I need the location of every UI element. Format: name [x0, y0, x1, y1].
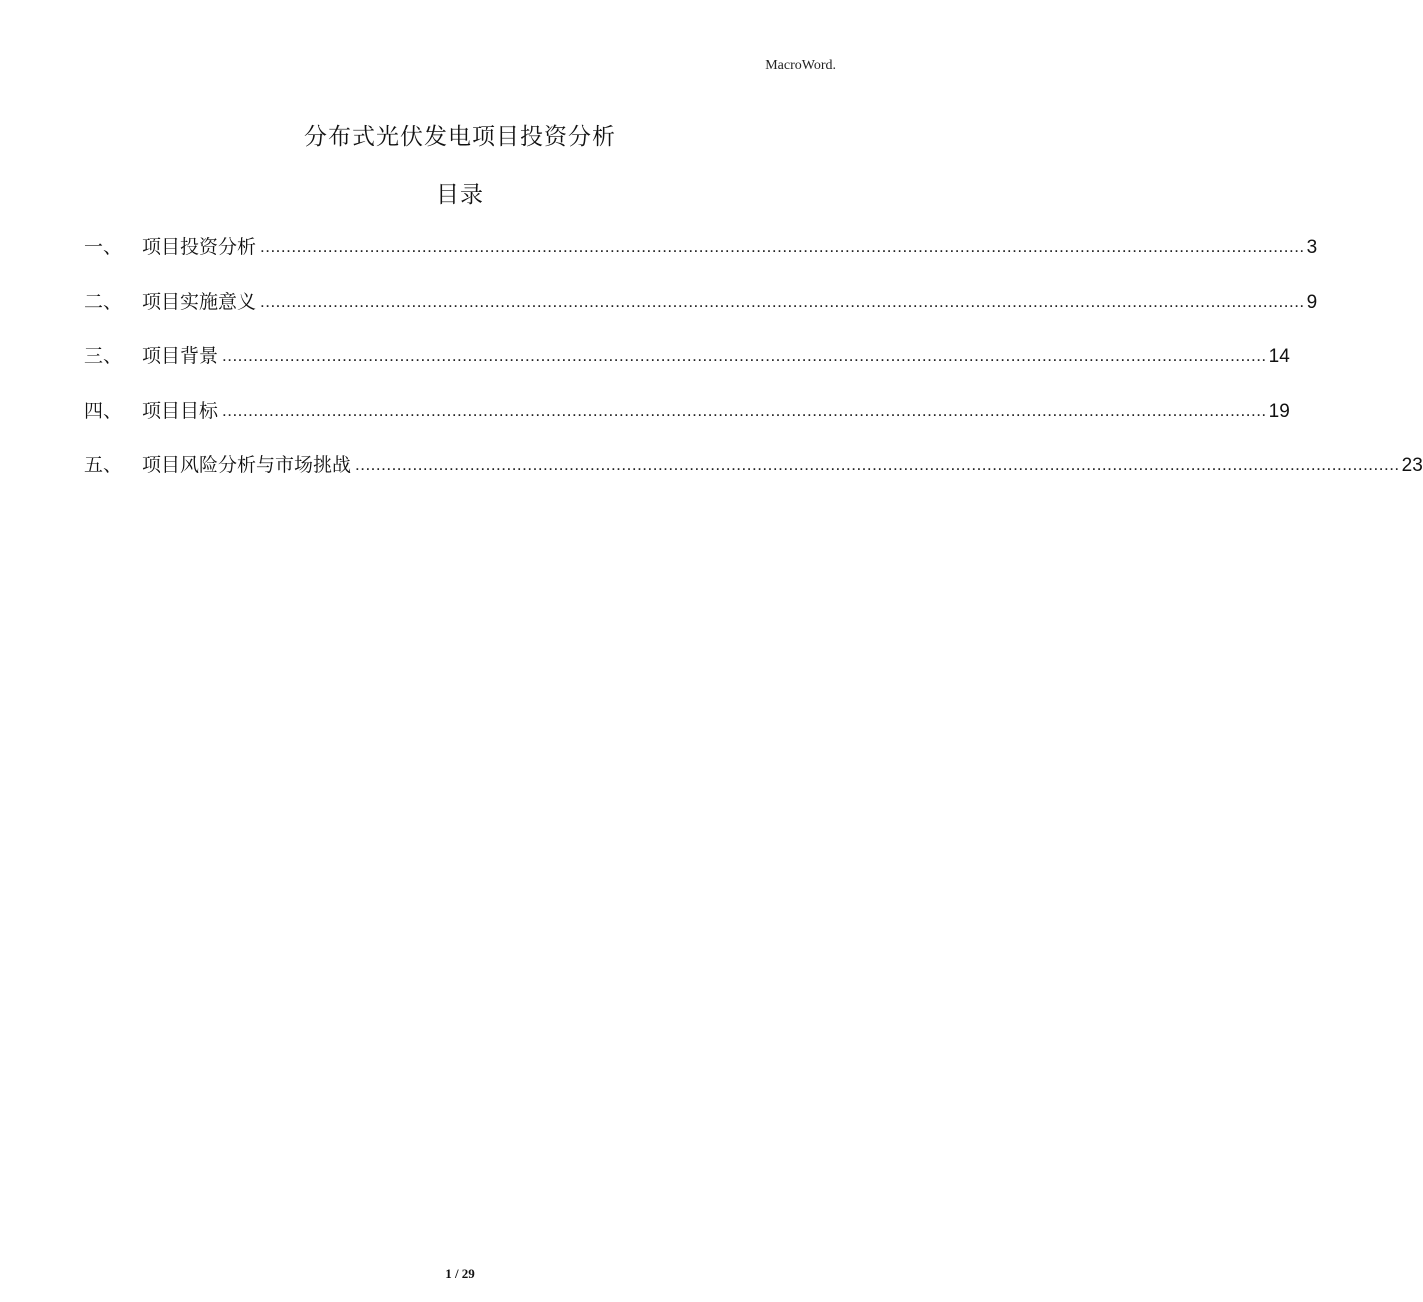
toc-entry-number: 一、	[84, 236, 123, 258]
toc-entry[interactable]	[84, 396, 1290, 451]
toc-entry-label: 项目投资分析	[142, 236, 257, 258]
toc-entry[interactable]	[84, 450, 1423, 505]
toc-dot-leader: ........................................................................................................................................................................................................	[355, 455, 1400, 474]
toc-entry-page: 14	[1268, 346, 1290, 367]
header-brand: MacroWord.	[765, 58, 836, 73]
toc-entry-label: 项目风险分析与市场挑战	[142, 454, 352, 476]
toc-entry-label: 项目目标	[142, 399, 219, 422]
page-number-indicator: 1 / 29	[445, 1266, 475, 1281]
toc-entry[interactable]	[84, 341, 1290, 396]
toc-dot-leader: ........................................................................................................................................................................................................	[222, 400, 1267, 420]
toc-dot-leader: ........................................................................................................................................................................................................	[260, 291, 1305, 311]
toc-entry-label: 项目背景	[142, 345, 219, 367]
toc-entry-page: 23	[1401, 455, 1423, 476]
toc-entry-page: 3	[1306, 237, 1318, 258]
toc-title: 目录	[436, 182, 484, 208]
toc-entry-number: 四、	[84, 399, 123, 422]
toc-entry-number: 三、	[84, 345, 123, 367]
document-title: 分布式光伏发电项目投资分析	[304, 124, 616, 150]
toc-entry-number: 五、	[84, 454, 123, 476]
toc-entry-page: 9	[1306, 291, 1318, 313]
toc-entry-page: 19	[1268, 400, 1290, 422]
toc-dot-leader: ........................................................................................................................................................................................................	[260, 237, 1305, 256]
toc-entry[interactable]	[84, 232, 1318, 287]
toc-entry[interactable]	[84, 287, 1318, 342]
toc-entry-number: 二、	[84, 290, 123, 313]
toc-dot-leader: ........................................................................................................................................................................................................	[222, 346, 1267, 365]
toc-entry-label: 项目实施意义	[142, 290, 257, 313]
table-of-contents	[84, 232, 1423, 505]
